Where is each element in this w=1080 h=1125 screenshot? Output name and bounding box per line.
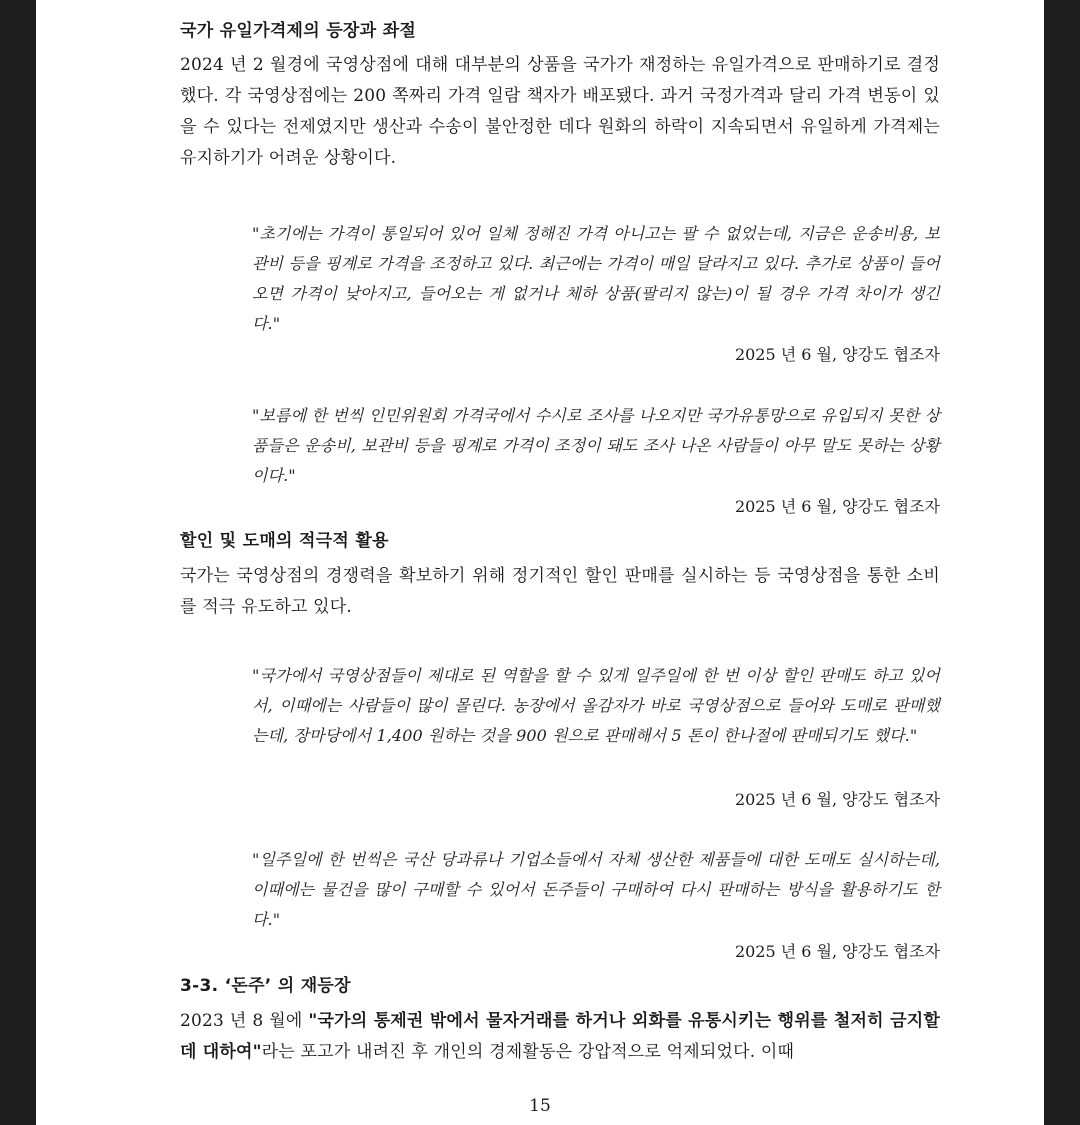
decree-title: "국가의 통제권 밖에서 물자거래를 하거나 외화를 유통시키는 행위를 철저히 금지할 데 대하여"	[180, 1011, 940, 1062]
quote-attribution: 2025 년 6 월, 양강도 협조자	[734, 497, 940, 516]
paragraph-text-start: 2023 년 8 월에	[180, 1011, 309, 1031]
paragraph-text	[180, 1006, 940, 1068]
paragraph-text: 국가는 국영상점의 경쟁력을 확보하기 위해 정기적인 할인 판매를 실시하는 등 국영상점을 통한 소비를 적극 유도하고 있다.	[180, 566, 940, 617]
document-page	[36, 0, 1044, 1125]
quote-attribution: 2025 년 6 월, 양강도 협조자	[734, 942, 940, 961]
quote-attribution: 2025 년 6 월, 양강도 협조자	[734, 345, 940, 364]
section-heading: 국가 유일가격제의 등장과 좌절	[180, 21, 417, 41]
interview-quote: "일주일에 한 번씩은 국산 당과류나 기업소들에서 자체 생산한 제품들에 대한 도매도 실시하는데, 이때에는 물건을 많이 구매할 수 있어서 돈주들이 구매하여 다시 판매하는 방식을 활용하기도 한다."	[252, 850, 941, 929]
interview-quote: "보름에 한 번씩 인민위원회 가격국에서 수시로 조사를 나오지만 국가유통망으로 유입되지 못한 상품들은 운송비, 보관비 등을 핑계로 가격이 조정이 돼도 조사 나온 사람들이 아무 말도 못하는 상황이다."	[252, 406, 940, 485]
section-heading: 3-3. ‘돈주’ 의 재등장	[180, 976, 351, 996]
paragraph-text-end: 라는 포고가 내려진 후 개인의 경제활동은 강압적으로 억제되었다. 이때	[261, 1042, 795, 1062]
quote-attribution: 2025 년 6 월, 양강도 협조자	[734, 790, 940, 809]
page-number: 15	[529, 1096, 551, 1116]
body-paragraph	[180, 561, 940, 623]
interview-quote: "초기에는 가격이 통일되어 있어 일체 정해진 가격 아니고는 팔 수 없었는데, 지금은 운송비용, 보관비 등을 핑계로 가격을 조정하고 있다. 최근에는 가격이 매일 달라지고 있다. 추가로 상품이 들어오면 가격이 낮아지고, 들어오는 게 없거나 체하 상품(팔리지 않는)이 될 경우 가격 차이가 생긴다."	[252, 224, 940, 333]
body-paragraph	[180, 50, 940, 174]
interview-quote: "국가에서 국영상점들이 제대로 된 역할을 할 수 있게 일주일에 한 번 이상 할인 판매도 하고 있어서, 이때에는 사람들이 많이 몰린다. 농장에서 올감자가 바로 국영상점으로 들어와 도매로 판매했는데, 장마당에서 1,400 원하는 것을 900 원으로 판매해서 5 톤이 한나절에 판매되기도 했다."	[252, 666, 940, 745]
paragraph-text: 2024 년 2 월경에 국영상점에 대해 대부분의 상품을 국가가 재정하는 유일가격으로 판매하기로 결정했다. 각 국영상점에는 200 쪽짜리 가격 일람 책자가 배포됐다. 과거 국정가격과 달리 가격 변동이 있을 수 있다는 전제였지만 생산과 수송이 불안정한 데다 원화의 하락이 지속되면서 유일하게 가격제는 유지하기가 어려운 상황이다.	[180, 55, 940, 168]
section-heading: 할인 및 도매의 적극적 활용	[180, 531, 389, 551]
body-paragraph	[180, 1006, 940, 1068]
